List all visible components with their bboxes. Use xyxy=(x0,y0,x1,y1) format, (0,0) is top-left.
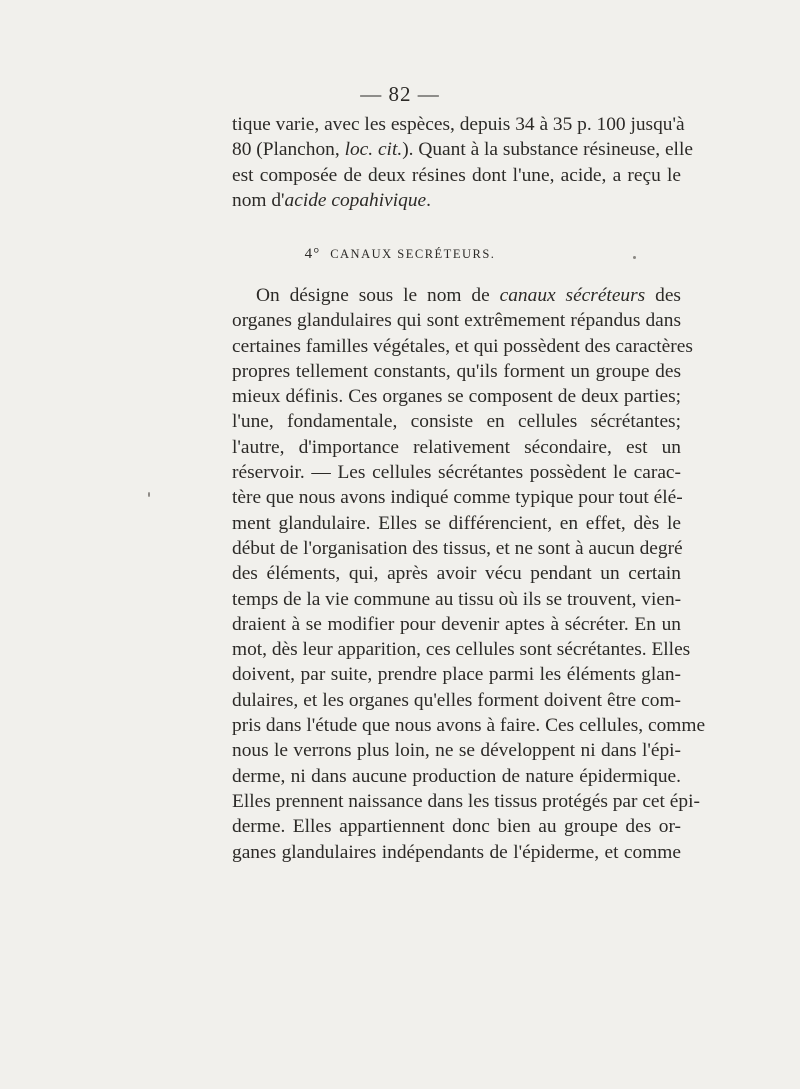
text-line: Elles prennent naissance dans les tissus protégés par cet épi- xyxy=(232,790,700,812)
text-line: tique varie, avec les espèces, depuis 34 à 35 p. 100 jusqu'à xyxy=(232,114,685,135)
section-title: CANAUX SECRÉTEURS. xyxy=(330,247,496,261)
text-line: ganes glandulaires indépendants de l'épiderme, et comme xyxy=(232,841,681,863)
text-line: propres tellement constants, qu'ils forment un groupe des xyxy=(232,360,681,382)
main-paragraph xyxy=(232,283,706,865)
text-fragment: ). Quant à la substance résineuse, elle xyxy=(402,139,693,161)
text-line: ment glandulaire. Elles se différencient, en effet, dès le xyxy=(232,512,681,534)
text-line: organes glandulaires qui sont extrêmement répandus dans xyxy=(232,310,681,332)
citation-abbrev: loc. cit. xyxy=(344,139,403,161)
text-line: nous le verrons plus loin, ne se développent ni dans l'épi- xyxy=(232,740,681,762)
text-line: temps de la vie commune au tissu où ils se trouvent, vien- xyxy=(232,588,682,610)
text-fragment: des xyxy=(645,285,681,306)
text-line: tère que nous avons indiqué comme typique pour tout élé- xyxy=(232,487,683,509)
text-line: l'autre, d'importance relativement sécondaire, est un xyxy=(232,436,681,458)
page-number: — 82 — xyxy=(360,82,440,106)
section-number: 4° xyxy=(304,246,321,262)
text-line xyxy=(232,188,681,213)
paper-speck xyxy=(633,256,636,259)
text-fragment: . xyxy=(426,189,431,211)
paper-speck xyxy=(148,492,150,497)
text-line: réservoir. — Les cellules sécrétantes possèdent le carac- xyxy=(232,462,681,484)
text-fragment: 80 (Planchon, xyxy=(232,139,345,161)
term-emphasis: canaux sécréteurs xyxy=(499,285,646,306)
intro-paragraph xyxy=(232,112,693,213)
text-line: début de l'organisation des tissus, et ne sont à aucun degré xyxy=(232,537,683,559)
text-line: derme, ni dans aucune production de nature épidermique. xyxy=(232,765,681,787)
acid-name: acide copahivique xyxy=(284,189,427,211)
text-line xyxy=(232,283,681,308)
text-line: certaines familles végétales, et qui possèdent des caractères xyxy=(232,335,693,357)
text-line: mieux définis. Ces organes se composent de deux parties; xyxy=(232,386,681,408)
section-heading xyxy=(0,246,800,263)
text-line: est composée de deux résines dont l'une, acide, a reçu le xyxy=(232,164,681,186)
text-line: doivent, par suite, prendre place parmi les éléments glan- xyxy=(232,664,681,686)
text-line: dulaires, et les organes qu'elles forment doivent être com- xyxy=(232,689,681,711)
text-line: l'une, fondamentale, consiste en cellules sécrétantes; xyxy=(232,411,681,433)
text-fragment: nom d' xyxy=(232,189,285,211)
text-line: pris dans l'étude que nous avons à faire. Ces cellules, comme xyxy=(232,715,706,737)
text-line: derme. Elles appartiennent donc bien au groupe des or- xyxy=(232,816,681,838)
text-line xyxy=(232,137,693,162)
text-line: mot, dès leur apparition, ces cellules sont sécrétantes. Elles xyxy=(232,639,691,661)
text-line: des éléments, qui, après avoir vécu pendant un certain xyxy=(232,563,681,585)
text-line: draient à se modifier pour devenir aptes à sécréter. En un xyxy=(232,613,681,635)
text-fragment: On désigne sous le nom de xyxy=(256,285,500,306)
